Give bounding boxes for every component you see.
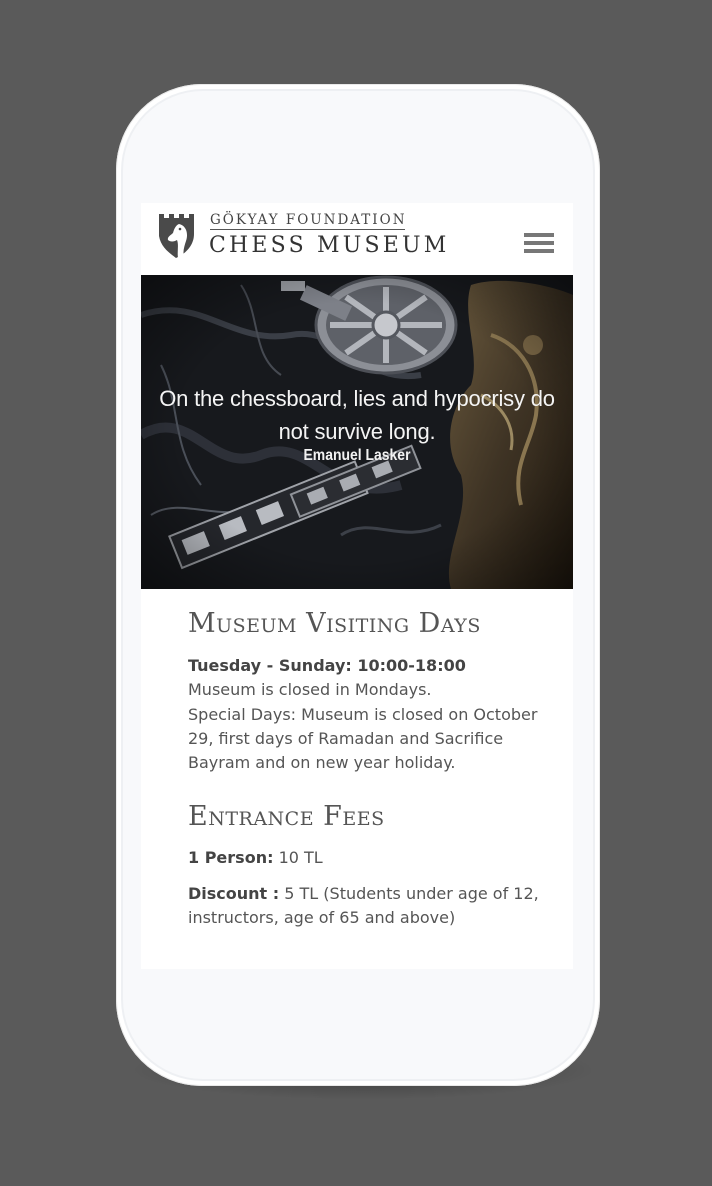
visiting-hours (188, 654, 548, 678)
fee-one-person (188, 846, 548, 870)
fee-discount-value: 5 TL (Students under age of 12, instructors, age of 65 and above) (188, 883, 539, 928)
site-header (141, 203, 573, 275)
hamburger-menu-icon[interactable] (522, 231, 556, 257)
closed-mondays-text: Museum is closed in Mondays. (188, 680, 432, 700)
special-days-text: Special Days: Museum is closed on October 29, first days of Ramadan and Sacrifice Bayram and on new year holiday. (188, 704, 538, 773)
brand-divider (210, 229, 405, 230)
rook-horse-logo-icon[interactable] (155, 210, 197, 260)
brand-title[interactable]: CHESS MUSEUM (209, 233, 450, 258)
phone-screen (141, 203, 573, 969)
hero-quote: On the chessboard, lies and hypocrisy do not survive long. (159, 386, 555, 444)
visiting-hours-text: Tuesday - Sunday: 10:00-18:00 (188, 656, 466, 675)
entrance-fees-title: Entrance Fees (188, 801, 385, 833)
fee-discount-label: Discount : (188, 883, 280, 903)
hero-banner (141, 275, 573, 589)
fee-discount (188, 882, 548, 931)
hero-quote-author: Emanuel Lasker (303, 447, 411, 464)
fee-person-value: 10 TL (278, 848, 323, 868)
main-content (188, 609, 548, 930)
brand-foundation: GÖKYAY FOUNDATION (210, 212, 407, 228)
visiting-days-title: Museum Visiting Days (188, 608, 481, 639)
fee-person-label: 1 Person: (188, 848, 274, 868)
